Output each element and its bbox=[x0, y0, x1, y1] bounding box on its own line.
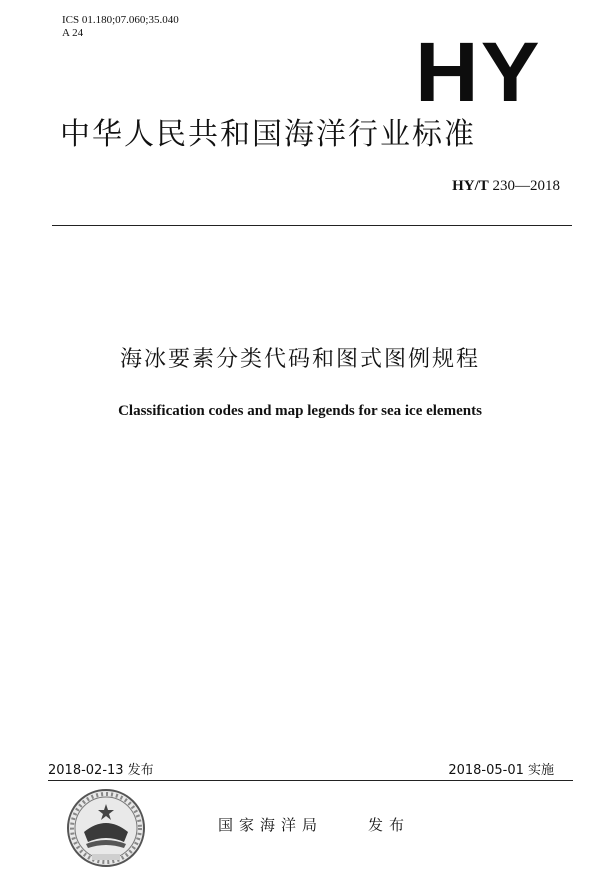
document-title-cn: 海冰要素分类代码和图式图例规程 bbox=[119, 347, 480, 372]
classification-block bbox=[62, 14, 179, 40]
footer-divider bbox=[48, 780, 573, 781]
standard-code bbox=[452, 178, 560, 195]
standard-code-number: 230—2018 bbox=[492, 178, 560, 194]
ccs-code: A 24 bbox=[62, 27, 84, 39]
standard-category-title: 中华人民共和国海洋行业标准 bbox=[60, 117, 476, 152]
seal-graphic bbox=[64, 786, 148, 870]
issuer-name: 国家海洋局 bbox=[218, 816, 324, 834]
hy-logo: HY bbox=[415, 25, 542, 119]
official-seal-icon bbox=[64, 786, 148, 870]
issue-date: 2018-02-13 发布 bbox=[48, 763, 154, 778]
header-divider bbox=[52, 225, 572, 226]
standard-code-prefix: HY/T bbox=[452, 178, 489, 194]
issuer-action: 发布 bbox=[368, 816, 411, 834]
implementation-date: 2018-05-01 实施 bbox=[448, 763, 554, 778]
document-title-en: Classification codes and map legends for sea ice elements bbox=[118, 403, 482, 419]
ics-code: ICS 01.180;07.060;35.040 bbox=[62, 14, 179, 26]
